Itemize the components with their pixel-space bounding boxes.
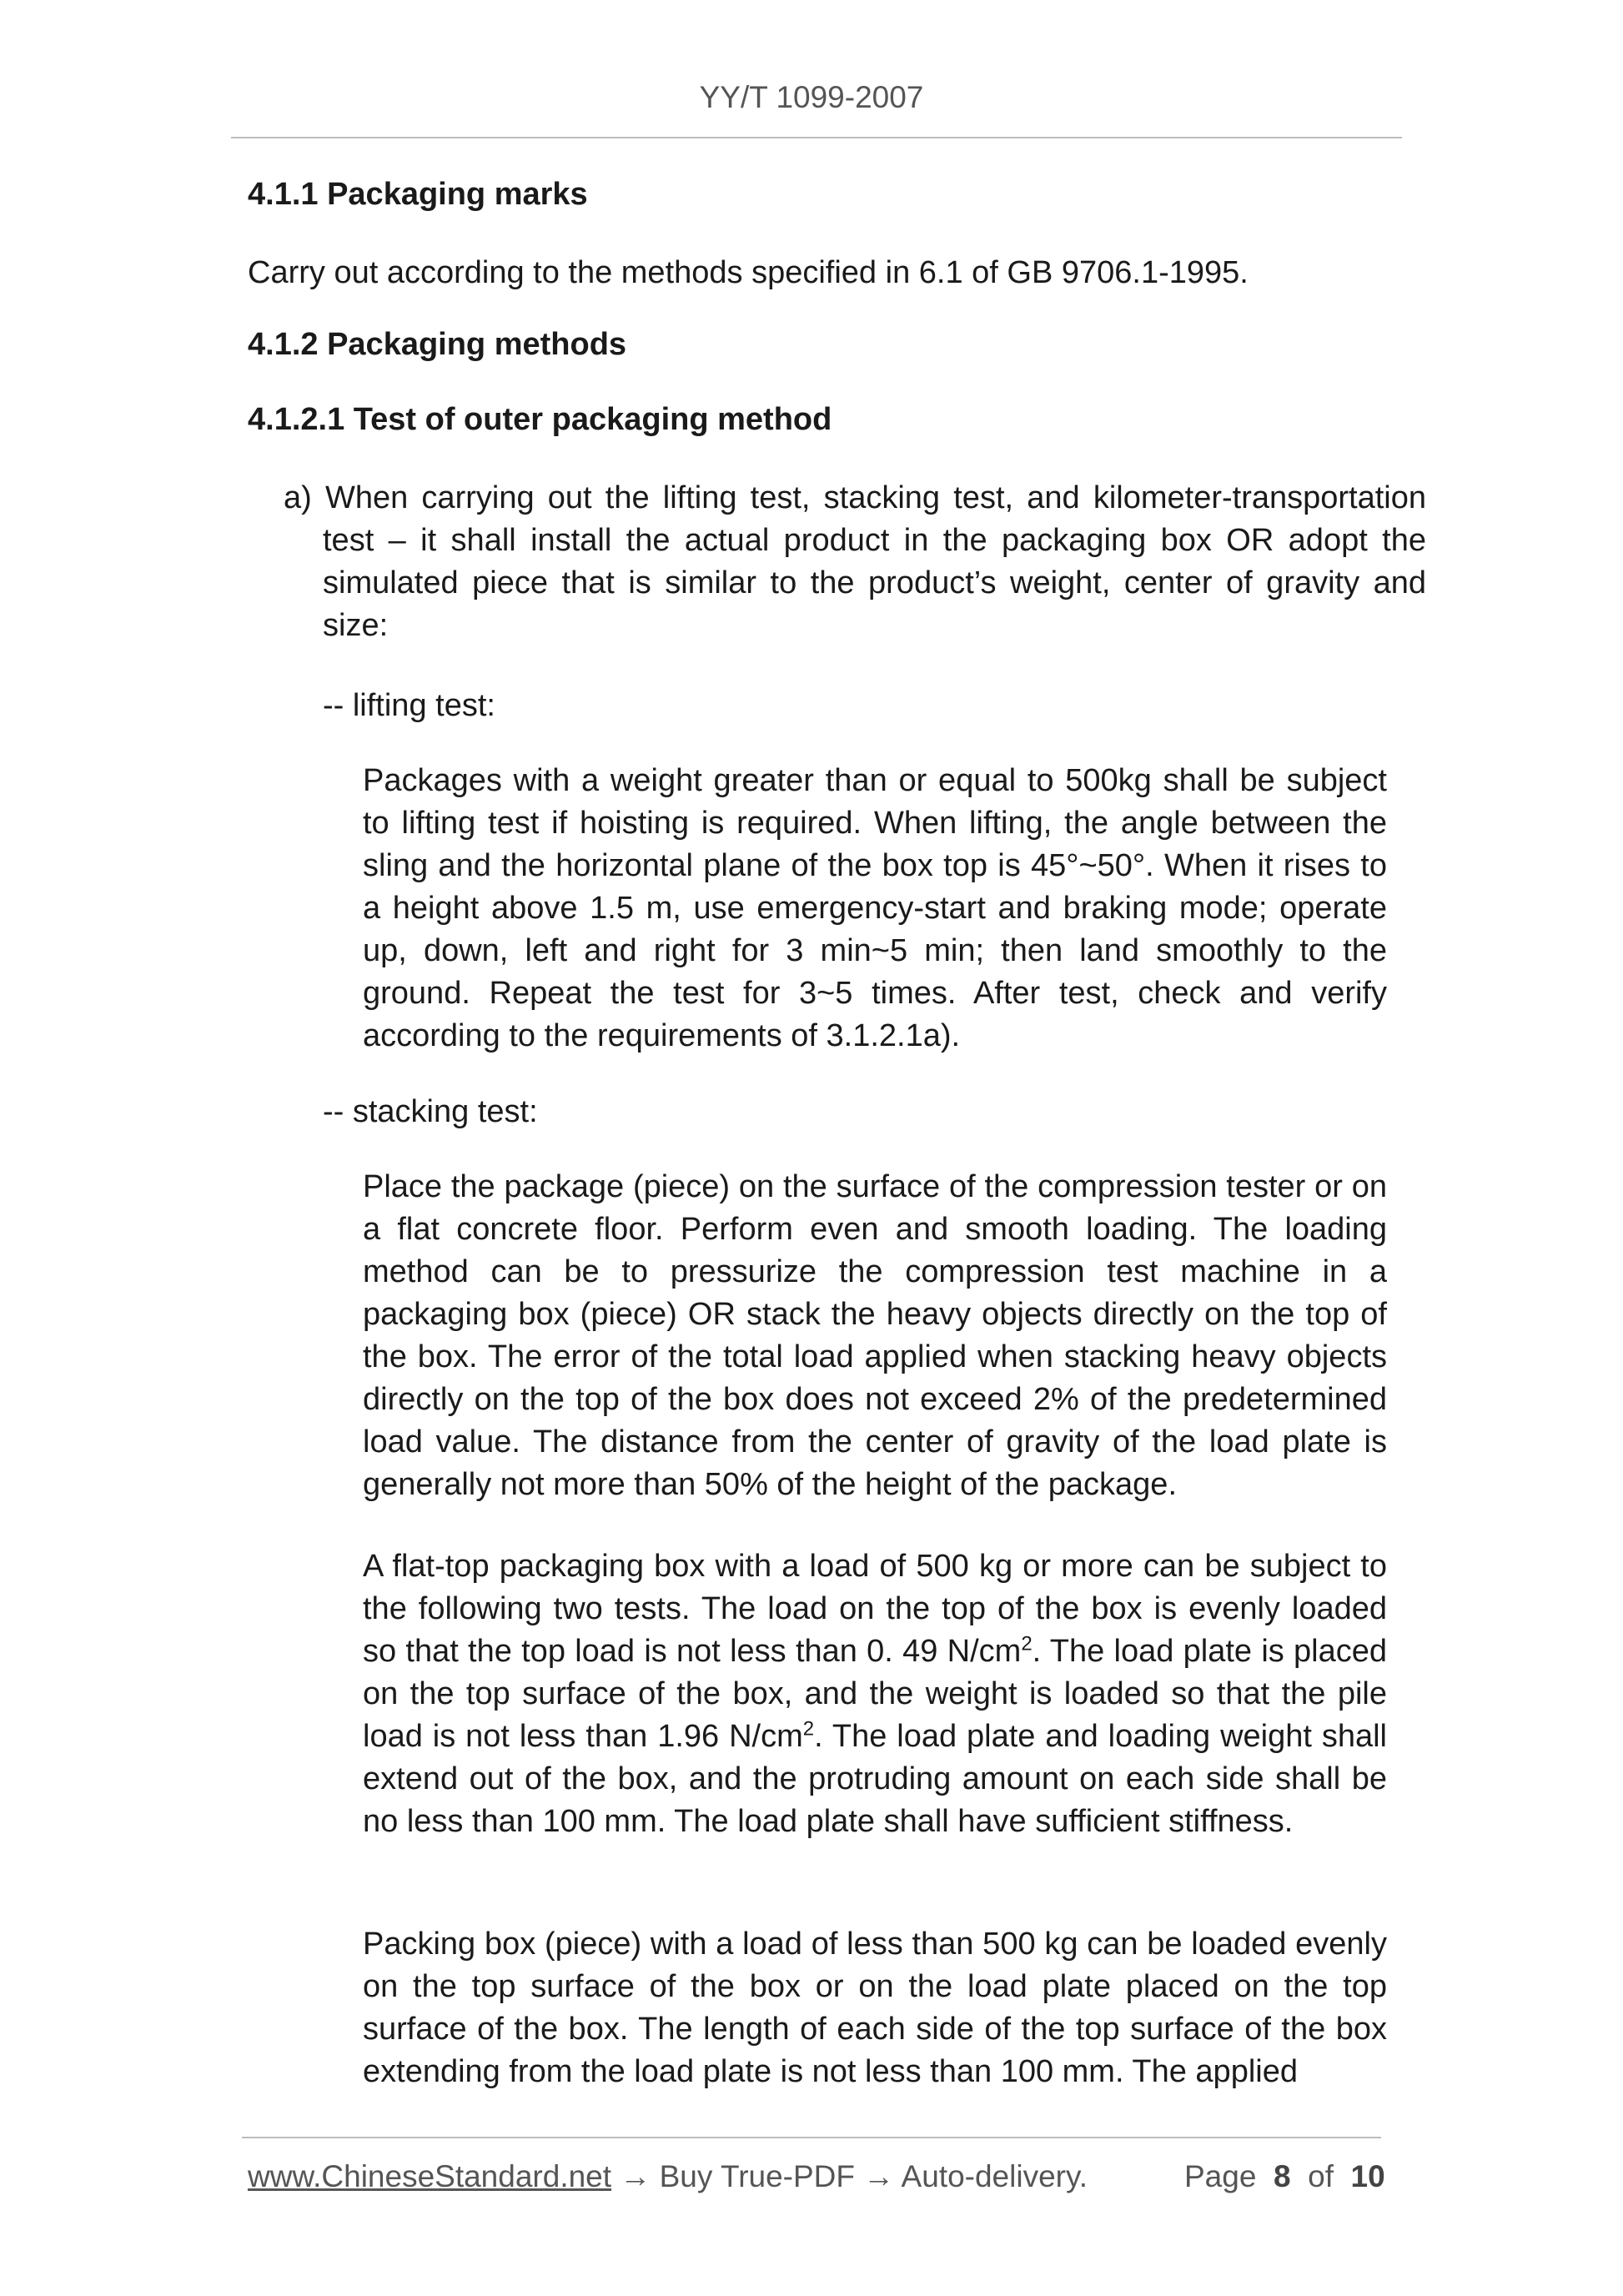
- stacking-test-label: -- stacking test:: [323, 1094, 538, 1129]
- auto-delivery-text: Auto-delivery.: [901, 2159, 1088, 2193]
- footer-divider: [242, 2137, 1381, 2138]
- stacking-p2-part-b: . The load plate is placed on the top surface of the box, and the weight is loaded so that the pile load is not less than 1.96 N/cm: [363, 1634, 1387, 1754]
- arrow-right-icon: →: [620, 2159, 651, 2193]
- arrow-right-icon: →: [863, 2159, 895, 2193]
- stacking-p2-part-a: A flat-top packaging box with a load of 500 kg or more can be subject to the following two tests. The load on the top of the box is evenly loaded so that the top load is not less than 0. 49 N/cm: [363, 1549, 1387, 1669]
- list-item-a-text: When carrying out the lifting test, stacking test, and kilometer-transportation test – it shall install the actual product in the packaging box OR adopt the simulated piece that is similar to the product’s weight, center of gravity and size:: [323, 480, 1426, 643]
- page-total: 10: [1350, 2159, 1385, 2193]
- section-4-1-2-title: 4.1.2 Packaging methods: [248, 327, 627, 362]
- section-4-1-1-title: 4.1.1 Packaging marks: [248, 177, 588, 212]
- page-label: Page: [1184, 2159, 1257, 2193]
- list-item-a: [284, 477, 1426, 647]
- footer-left: [248, 2159, 1088, 2194]
- superscript-2: 2: [1021, 1632, 1033, 1655]
- of-label: of: [1308, 2159, 1334, 2193]
- website-link[interactable]: www.ChineseStandard.net: [248, 2159, 612, 2193]
- document-id-header: YY/T 1099-2007: [699, 80, 924, 114]
- superscript-2: 2: [802, 1717, 815, 1741]
- lifting-test-label: -- lifting test:: [323, 688, 495, 723]
- stacking-test-paragraph-2: [363, 1545, 1387, 1843]
- page-indicator: [1184, 2159, 1385, 2194]
- stacking-p2-part-c: . The load plate and loading weight shall extend out of the box, and the protruding amount on each side shall be no less than 100 mm. The load plate shall have sufficient stiffness.: [363, 1719, 1387, 1839]
- section-4-1-2-1-title: 4.1.2.1 Test of outer packaging method: [248, 402, 832, 437]
- section-4-1-1-text: Carry out according to the methods specified in 6.1 of GB 9706.1-1995.: [248, 255, 1249, 290]
- header-divider: [231, 137, 1402, 138]
- buy-true-pdf-text: Buy True-PDF: [659, 2159, 856, 2193]
- stacking-test-paragraph-3: Packing box (piece) with a load of less than 500 kg can be loaded evenly on the top surface of the box or on the load plate placed on the top surface of the box. The length of each side of the top surface of the box extending from the load plate is not less than 100 mm. The applied: [363, 1927, 1387, 2089]
- lifting-test-text: Packages with a weight greater than or equal to 500kg shall be subject to lifting test if hoisting is required. When lifting, the angle between the sling and the horizontal plane of the box top is 45°~50°. When it rises to a height above 1.5 m, use emergency-start and braking mode; operate up, down, left and right for 3 min~5 min; then land smoothly to the ground. Repeat the test for 3~5 times. After test, check and verify according to the requirements of 3.1.2.1a).: [363, 763, 1387, 1053]
- list-item-a-marker: a): [284, 480, 312, 515]
- stacking-test-paragraph-1: Place the package (piece) on the surface of the compression tester or on a flat concrete floor. Perform even and smooth loading. The loading method can be to pressurize the compression test machine in a packaging box (piece) OR stack the heavy objects directly on the top of the box. The error of the total load applied when stacking heavy objects directly on the top of the box does not exceed 2% of the predetermined load value. The distance from the center of gravity of the load plate is generally not more than 50% of the height of the package.: [363, 1169, 1387, 1502]
- page-number: 8: [1273, 2159, 1291, 2193]
